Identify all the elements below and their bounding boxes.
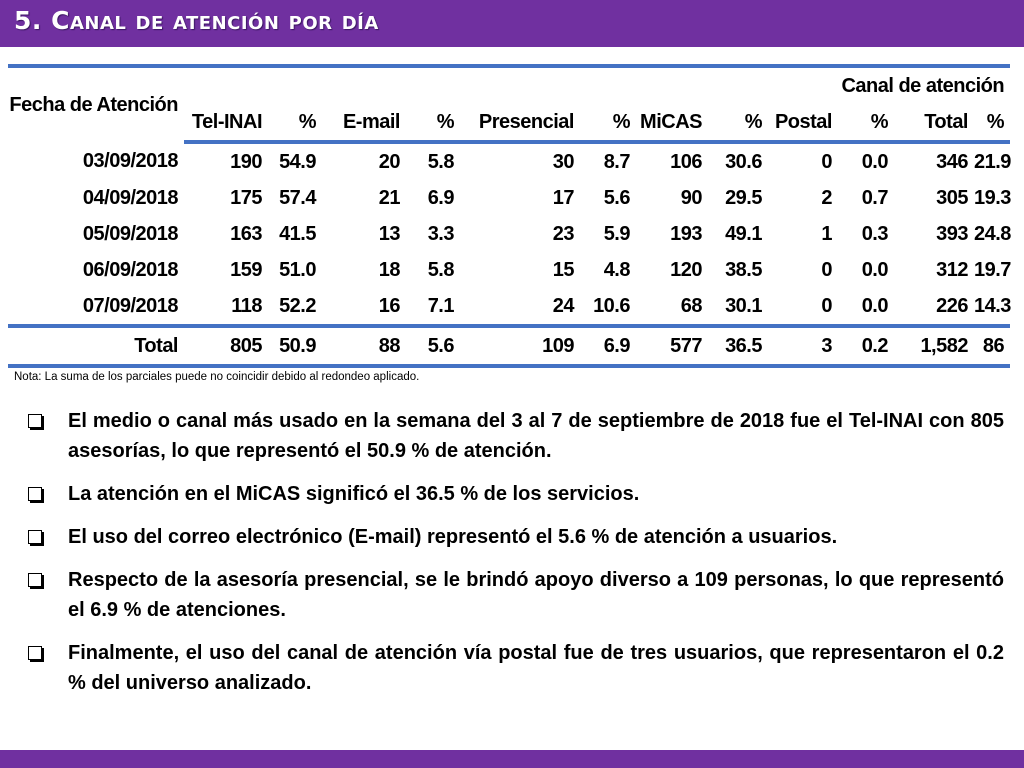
total-cell: 577 — [636, 326, 708, 366]
total-cell: 88 — [322, 326, 406, 366]
total-cell: 0.2 — [838, 326, 894, 366]
table-cell: 5.9 — [603, 222, 630, 245]
bullet-text: El medio o canal más usado en la semana del 3 al 7 de septiembre de 2018 fue el Tel-INAI con 805 asesorías, lo que representó el 50.9 % de atención. — [68, 410, 1004, 462]
table-cell: 21.9 — [974, 150, 1011, 173]
checkbox-outline-icon — [28, 530, 42, 544]
table-cell: 5.8 — [427, 150, 454, 173]
table-cell: 2 — [821, 186, 832, 209]
table-cell: 90 — [680, 186, 702, 209]
table-cell: 30.1 — [725, 294, 762, 317]
date-cell: 07/09/2018 — [82, 294, 178, 317]
checkbox-outline-icon — [28, 487, 42, 501]
table-cell: 54.9 — [279, 150, 316, 173]
list-item — [26, 522, 1004, 552]
total-cell: 86 — [974, 326, 1010, 366]
table-cell: 346 — [936, 150, 968, 173]
total-cell: 805 — [184, 326, 268, 366]
table-body — [8, 142, 1010, 326]
table-cell: 18 — [378, 258, 400, 281]
bullet-text: Respecto de la asesoría presencial, se le brindó apoyo diverso a 109 personas, lo que representó el 6.9 % de atenciones. — [68, 569, 1004, 621]
checkbox-outline-icon — [28, 414, 42, 428]
table-cell: 13 — [378, 222, 400, 245]
table-cell: 175 — [230, 186, 262, 209]
table-cell: 4.8 — [603, 258, 630, 281]
column-header: Presencial — [460, 104, 580, 142]
table-row — [8, 252, 1010, 288]
table-cell: 38.5 — [725, 258, 762, 281]
table-cell: 52.2 — [279, 294, 316, 317]
table-cell: 393 — [936, 222, 968, 245]
table-cell: 3.3 — [427, 222, 454, 245]
total-cell: 3 — [768, 326, 838, 366]
table-cell: 24 — [552, 294, 574, 317]
table-cell: 30.6 — [725, 150, 762, 173]
column-header: % — [406, 104, 460, 142]
column-header: MiCAS — [636, 104, 708, 142]
table-cell: 10.6 — [593, 294, 630, 317]
table-cell: 190 — [230, 150, 262, 173]
table-row — [8, 288, 1010, 326]
header-bar — [0, 0, 1024, 47]
table-cell: 226 — [936, 294, 968, 317]
table-total-row — [8, 326, 1010, 366]
table-cell: 193 — [670, 222, 702, 245]
table-cell: 68 — [680, 294, 702, 317]
table-cell: 106 — [670, 150, 702, 173]
table-cell: 5.8 — [427, 258, 454, 281]
table-cell: 7.1 — [427, 294, 454, 317]
table-cell: 19.3 — [974, 186, 1011, 209]
summary-bullet-list — [26, 406, 1004, 711]
channel-group-header: Canal de atención — [184, 66, 1010, 104]
table-cell: 57.4 — [279, 186, 316, 209]
column-header: % — [268, 104, 322, 142]
table-cell: 30 — [552, 150, 574, 173]
date-column-header: Fecha de Atención — [8, 66, 184, 142]
attention-table — [8, 64, 1010, 368]
table-row — [8, 216, 1010, 252]
table-cell: 23 — [552, 222, 574, 245]
column-header: E-mail — [322, 104, 406, 142]
total-cell: 36.5 — [708, 326, 768, 366]
table-cell: 159 — [230, 258, 262, 281]
total-cell: 50.9 — [268, 326, 322, 366]
table-cell: 49.1 — [725, 222, 762, 245]
total-cell: 109 — [460, 326, 580, 366]
table-cell: 0.0 — [861, 294, 888, 317]
list-item — [26, 565, 1004, 625]
checkbox-outline-icon — [28, 573, 42, 587]
table-note: Nota: La suma de los parciales puede no coincidir debido al redondeo aplicado. — [14, 371, 420, 383]
total-cell: 1,582 — [894, 326, 974, 366]
table-row — [8, 142, 1010, 180]
bullet-text: La atención en el MiCAS significó el 36.5 % de los servicios. — [68, 483, 640, 505]
table-cell: 312 — [936, 258, 968, 281]
table-cell: 19.7 — [974, 258, 1011, 281]
table-cell: 163 — [230, 222, 262, 245]
date-cell: 06/09/2018 — [82, 258, 178, 281]
table-header-row-group — [8, 66, 1010, 104]
date-cell: 04/09/2018 — [82, 186, 178, 209]
list-item — [26, 406, 1004, 466]
table-cell: 0.7 — [861, 186, 888, 209]
table-cell: 118 — [231, 294, 262, 317]
list-item — [26, 479, 1004, 509]
table-cell: 16 — [378, 294, 400, 317]
table-cell: 8.7 — [603, 150, 630, 173]
footer-bar — [0, 750, 1024, 768]
table-cell: 21 — [378, 186, 400, 209]
list-item — [26, 638, 1004, 698]
bullet-text: Finalmente, el uso del canal de atención vía postal fue de tres usuarios, que representaron el 0.2 % del universo analizado. — [68, 642, 1004, 694]
table-cell: 0.0 — [861, 258, 888, 281]
table-cell: 1 — [821, 222, 832, 245]
table-cell: 0 — [821, 258, 832, 281]
column-header: % — [838, 104, 894, 142]
column-header: % — [708, 104, 768, 142]
column-header: Total — [894, 104, 974, 142]
table-cell: 0 — [821, 294, 832, 317]
table-cell: 0 — [821, 150, 832, 173]
column-header: % — [974, 104, 1010, 142]
table-cell: 0.3 — [861, 222, 888, 245]
table-cell: 15 — [552, 258, 574, 281]
table-cell: 6.9 — [427, 186, 454, 209]
date-cell: 05/09/2018 — [82, 222, 178, 245]
column-header: Postal — [768, 104, 838, 142]
column-header: % — [580, 104, 636, 142]
table-cell: 41.5 — [279, 222, 316, 245]
table-cell: 20 — [378, 150, 400, 173]
checkbox-outline-icon — [28, 646, 42, 660]
table-cell: 14.3 — [974, 294, 1011, 317]
bullet-text: El uso del correo electrónico (E-mail) representó el 5.6 % de atención a usuarios. — [68, 526, 838, 548]
page-title: 5. Canal de atención por día — [14, 6, 379, 35]
total-cell: 5.6 — [406, 326, 460, 366]
table-cell: 305 — [936, 186, 968, 209]
table-cell: 120 — [670, 258, 702, 281]
table-cell: 5.6 — [603, 186, 630, 209]
table-row — [8, 180, 1010, 216]
total-label: Total — [8, 326, 184, 366]
table-cell: 24.8 — [974, 222, 1011, 245]
table-cell: 0.0 — [861, 150, 888, 173]
date-cell: 03/09/2018 — [82, 149, 178, 172]
column-header: Tel-INAI — [184, 104, 268, 142]
table-cell: 51.0 — [279, 258, 316, 281]
total-cell: 6.9 — [580, 326, 636, 366]
table-cell: 29.5 — [725, 186, 762, 209]
table-cell: 17 — [552, 186, 574, 209]
